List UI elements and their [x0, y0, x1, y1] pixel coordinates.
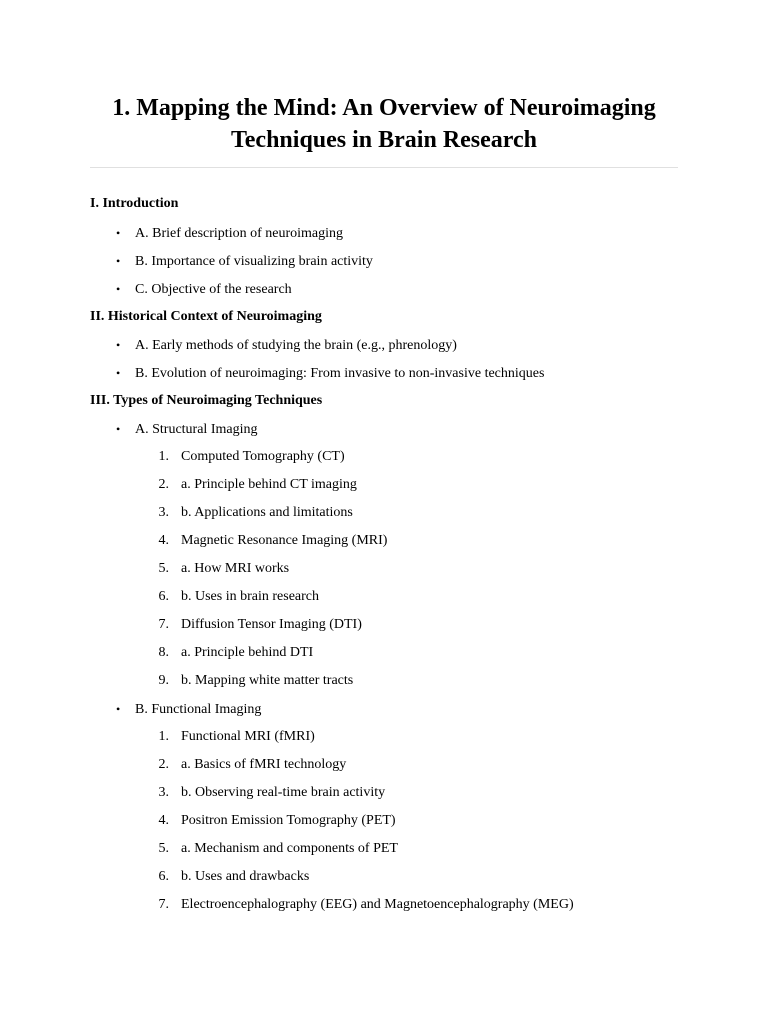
- item-number: 3.: [158, 505, 169, 520]
- item-text: b. Observing real-time brain activity: [181, 785, 386, 800]
- numbered-item: [150, 896, 574, 914]
- item-number: 6.: [158, 869, 169, 884]
- item-text: b. Mapping white matter tracts: [181, 673, 354, 688]
- item-number: 7.: [158, 897, 169, 912]
- item-text: a. Mechanism and components of PET: [181, 841, 398, 856]
- item-text: a. Basics of fMRI technology: [181, 757, 347, 772]
- bullet-icon: •: [116, 226, 121, 240]
- numbered-item: [150, 784, 385, 802]
- numbered-item: [150, 644, 313, 662]
- section-heading-introduction: I. Introduction: [90, 196, 179, 211]
- bullet-icon: •: [116, 702, 121, 716]
- document-title: [90, 92, 678, 156]
- numbered-item: [150, 672, 353, 690]
- section-heading-historical-context: II. Historical Context of Neuroimaging: [90, 309, 322, 324]
- item-text: Computed Tomography (CT): [181, 449, 345, 464]
- item-text: Diffusion Tensor Imaging (DTI): [181, 617, 362, 632]
- item-number: 9.: [158, 673, 169, 688]
- item-number: 4.: [158, 533, 169, 548]
- list-item-text: A. Structural Imaging: [135, 422, 258, 437]
- numbered-item: [150, 616, 362, 634]
- item-text: Magnetic Resonance Imaging (MRI): [181, 533, 388, 548]
- numbered-item: [150, 812, 396, 830]
- list-item-text: A. Brief description of neuroimaging: [135, 226, 344, 241]
- item-number: 8.: [158, 645, 169, 660]
- item-text: b. Uses and drawbacks: [181, 869, 310, 884]
- list-item: [116, 364, 544, 383]
- item-number: 7.: [158, 617, 169, 632]
- list-item: [116, 700, 261, 719]
- bullet-icon: •: [116, 366, 121, 380]
- bullet-icon: •: [116, 254, 121, 268]
- item-number: 2.: [158, 477, 169, 492]
- list-item-text: B. Functional Imaging: [135, 702, 262, 717]
- list-item-text: C. Objective of the research: [135, 282, 292, 297]
- item-text: Positron Emission Tomography (PET): [181, 813, 396, 828]
- title-line-1: 1. Mapping the Mind: An Overview of Neuroimaging: [112, 95, 656, 121]
- list-item: [116, 224, 343, 243]
- item-number: 1.: [158, 449, 169, 464]
- bullet-icon: •: [116, 282, 121, 296]
- numbered-item: [150, 756, 346, 774]
- item-text: Functional MRI (fMRI): [181, 729, 315, 744]
- section-heading-types: III. Types of Neuroimaging Techniques: [90, 393, 323, 408]
- item-number: 2.: [158, 757, 169, 772]
- numbered-item: [150, 532, 387, 550]
- item-number: 4.: [158, 813, 169, 828]
- list-item-text: B. Importance of visualizing brain activity: [135, 254, 373, 269]
- bullet-icon: •: [116, 422, 121, 436]
- numbered-item: [150, 504, 353, 522]
- numbered-item: [150, 448, 345, 466]
- list-item: [116, 420, 257, 439]
- list-item: [116, 280, 292, 299]
- numbered-item: [150, 868, 309, 886]
- item-number: 3.: [158, 785, 169, 800]
- item-number: 6.: [158, 589, 169, 604]
- title-divider: [90, 167, 678, 168]
- numbered-item: [150, 588, 319, 606]
- numbered-item: [150, 840, 398, 858]
- item-text: b. Applications and limitations: [181, 505, 353, 520]
- numbered-item: [150, 476, 357, 494]
- item-number: 1.: [158, 729, 169, 744]
- item-text: Electroencephalography (EEG) and Magnetoencephalography (MEG): [181, 897, 574, 912]
- item-text: a. Principle behind DTI: [181, 645, 314, 660]
- item-text: a. How MRI works: [181, 561, 290, 576]
- numbered-item: [150, 560, 289, 578]
- title-line-2: Techniques in Brain Research: [230, 127, 538, 153]
- list-item: [116, 252, 373, 271]
- item-number: 5.: [158, 561, 169, 576]
- list-item-text: A. Early methods of studying the brain (e.g., phrenology): [135, 338, 457, 353]
- list-item: [116, 336, 457, 355]
- list-item-text: B. Evolution of neuroimaging: From invasive to non-invasive techniques: [135, 366, 545, 381]
- item-text: a. Principle behind CT imaging: [181, 477, 357, 492]
- item-text: b. Uses in brain research: [181, 589, 320, 604]
- bullet-icon: •: [116, 338, 121, 352]
- numbered-item: [150, 728, 315, 746]
- item-number: 5.: [158, 841, 169, 856]
